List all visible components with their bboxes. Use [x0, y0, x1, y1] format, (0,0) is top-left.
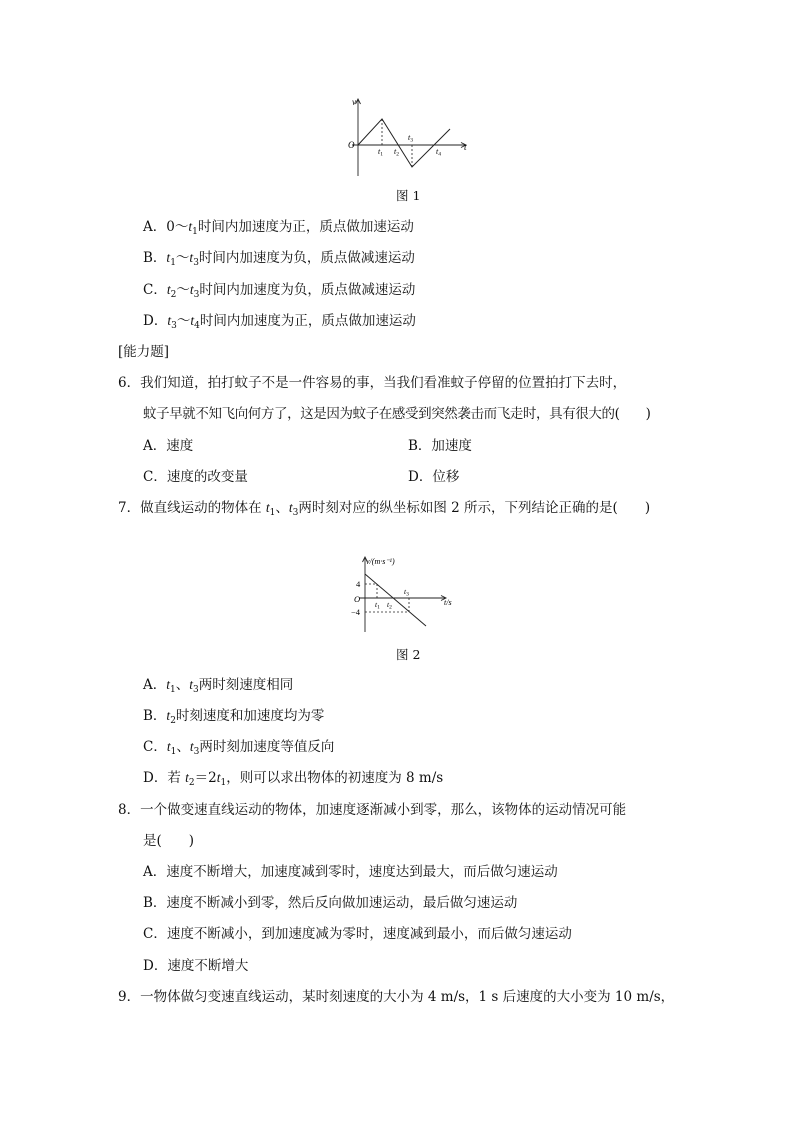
svg-text:t3	[408, 133, 413, 144]
fig2-origin-label: O	[354, 594, 361, 604]
q7-option-b[interactable]: B．$t_2$时刻速度和加速度均为零	[143, 708, 325, 726]
option-letter: B．	[143, 708, 167, 724]
q7-option-a[interactable]: A．$t_1$、$t_3$两时刻速度相同	[143, 677, 294, 695]
question-number: 7．	[118, 500, 141, 516]
fig1-v-axis-label: v	[352, 97, 356, 107]
fig2-t1-label: t	[375, 600, 378, 609]
q8-option-d[interactable]: D．速度不断增大	[143, 958, 249, 974]
fig1-t-axis-label: t	[464, 142, 467, 152]
fig1-t4-sub: 4	[438, 151, 441, 158]
option-letter: C．	[143, 282, 167, 298]
fig1-t1-label: t	[378, 147, 381, 156]
q7-option-c[interactable]: C．$t_1$、$t_3$两时刻加速度等值反向	[143, 739, 335, 757]
q8-stem-line-2: 是( )	[143, 833, 195, 849]
section-title: [能力题]	[118, 344, 170, 360]
option-letter: B．	[143, 250, 167, 266]
option-letter: A．	[143, 677, 167, 693]
svg-text:t2	[394, 147, 399, 158]
fig2-t3-sub: 3	[406, 591, 409, 598]
fig2-t1-sub: 1	[377, 604, 380, 611]
fig1-t4-label: t	[436, 147, 439, 156]
fig2-y-axis-label: v/(m·s⁻¹)	[366, 557, 395, 566]
q5-option-d[interactable]: D．$t_3\sim t_4$时间内加速度为正，质点做加速运动	[143, 313, 416, 331]
q8-option-b[interactable]: B．速度不断减小到零，然后反向做加速运动，最后做匀速运动	[143, 895, 518, 911]
svg-text:t1	[375, 600, 380, 611]
option-letter: C．	[143, 739, 167, 755]
q6-option-a[interactable]: A．速度	[143, 438, 194, 454]
svg-text:t1	[378, 147, 383, 158]
question-number: 6．	[118, 375, 141, 391]
fig1-t3-sub: 3	[410, 137, 413, 144]
q7-option-d[interactable]: D．若 $t_2=2t_1$，则可以求出物体的初速度为 8 m/s	[143, 770, 444, 788]
question-number: 9．	[118, 989, 141, 1005]
svg-text:t4	[436, 147, 441, 158]
svg-text:t2	[387, 600, 392, 611]
option-letter: A．	[143, 219, 167, 235]
option-letter: D．	[143, 313, 168, 329]
q5-option-c[interactable]: C．$t_2\sim t_3$时间内加速度为负，质点做减速运动	[143, 282, 416, 300]
figure-2-caption: 图 2	[396, 647, 421, 662]
q8-stem-line-1: 8．一个做变速直线运动的物体，加速度逐渐减小到零，那么，该物体的运动情况可能	[118, 802, 627, 818]
fig2-t2-label: t	[387, 600, 390, 609]
q5-option-b[interactable]: B．$t_1\sim t_3$时间内加速度为负，质点做减速运动	[143, 250, 415, 268]
fig1-origin-label: O	[348, 140, 355, 150]
figure-1-velocity-time-graph	[340, 92, 480, 182]
fig2-x-axis-label: t/s	[444, 598, 452, 607]
fig2-t2-sub: 2	[389, 604, 392, 611]
q6-option-d[interactable]: D．位移	[408, 469, 460, 485]
figure-2-velocity-time-graph	[340, 552, 470, 634]
q6-option-c[interactable]: C．速度的改变量	[143, 469, 248, 485]
fig2-y-tick-bottom: −4	[351, 607, 361, 617]
q6-stem-line-1: 6．我们知道，拍打蚊子不是一件容易的事，当我们看准蚊子停留的位置拍打下去时，	[118, 375, 627, 391]
fig1-t2-label: t	[394, 147, 397, 156]
q8-option-c[interactable]: C．速度不断减小，到加速度减为零时，速度减到最小，而后做匀速运动	[143, 926, 572, 942]
fig1-t3-label: t	[408, 133, 411, 142]
svg-text:t3	[404, 587, 409, 598]
q7-stem: 7．做直线运动的物体在 $t_1$、$t_3$两时刻对应的纵坐标如图 2 所示，下列结论正确的是( )	[118, 500, 651, 518]
q5-option-a[interactable]: A．$0\sim t_1$时间内加速度为正，质点做加速运动	[143, 219, 414, 237]
q6-option-b[interactable]: B．加速度	[408, 438, 472, 454]
q8-option-a[interactable]: A．速度不断增大，加速度减到零时，速度达到最大，而后做匀速运动	[143, 864, 558, 880]
fig1-t2-sub: 2	[396, 151, 399, 158]
q9-stem: 9．一物体做匀变速直线运动，某时刻速度的大小为 4 m/s，1 s 后速度的大小变为 10 m/s，	[118, 989, 675, 1005]
figure-1-caption: 图 1	[396, 188, 421, 203]
fig2-y-tick-top: 4	[356, 579, 361, 589]
fig2-t3-label: t	[404, 587, 407, 596]
option-letter: D．	[143, 770, 168, 786]
fig1-t1-sub: 1	[380, 151, 383, 158]
q6-stem-line-2: 蚊子早就不知飞向何方了，这是因为蚊子在感受到突然袭击而飞走时，具有很大的( )	[143, 406, 651, 422]
question-number: 8．	[118, 802, 141, 818]
